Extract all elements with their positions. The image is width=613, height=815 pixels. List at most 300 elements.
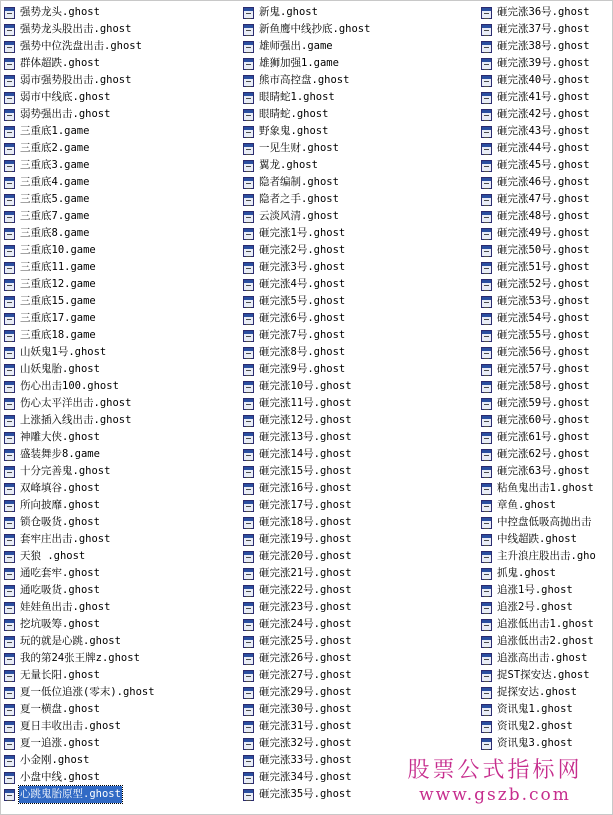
file-icon <box>481 636 492 648</box>
file-icon <box>481 687 492 699</box>
file-item[interactable] <box>481 191 613 208</box>
file-icon <box>243 449 254 461</box>
file-item[interactable] <box>243 55 479 72</box>
file-icon <box>243 415 254 427</box>
file-item[interactable] <box>4 140 240 157</box>
file-item[interactable] <box>4 174 240 191</box>
file-item[interactable] <box>481 293 613 310</box>
file-item[interactable] <box>4 565 240 582</box>
file-name: 翼龙.ghost <box>259 159 318 171</box>
file-item[interactable] <box>243 106 479 123</box>
file-icon <box>243 58 254 70</box>
file-name: 砸完涨15号.ghost <box>259 465 352 477</box>
file-item[interactable] <box>4 599 240 616</box>
file-name: 捉ST探安达.ghost <box>497 669 590 681</box>
file-icon <box>243 109 254 121</box>
file-icon <box>4 330 15 342</box>
file-icon <box>243 789 254 801</box>
file-item[interactable] <box>243 718 479 735</box>
file-icon <box>481 58 492 70</box>
file-item[interactable] <box>4 735 240 752</box>
file-item[interactable] <box>4 89 240 106</box>
file-item[interactable] <box>481 55 613 72</box>
file-icon <box>481 381 492 393</box>
file-item[interactable] <box>481 650 613 667</box>
file-icon <box>4 500 15 512</box>
file-icon <box>4 670 15 682</box>
file-item[interactable] <box>4 480 240 497</box>
file-name: 三重底15.game <box>20 295 96 307</box>
file-name: 野象鬼.ghost <box>259 125 329 137</box>
file-item[interactable] <box>243 140 479 157</box>
file-item[interactable] <box>4 531 240 548</box>
file-icon <box>481 109 492 121</box>
file-item[interactable] <box>481 412 613 429</box>
file-name: 砸完涨11号.ghost <box>259 397 352 409</box>
file-item[interactable] <box>243 684 479 701</box>
file-item[interactable] <box>243 72 479 89</box>
file-name: 我的第24张王牌z.ghost <box>20 652 140 664</box>
file-item[interactable] <box>4 344 240 361</box>
file-item[interactable] <box>481 276 613 293</box>
file-icon <box>243 738 254 750</box>
file-icon <box>4 449 15 461</box>
file-item[interactable] <box>4 616 240 633</box>
file-name: 砸完涨50号.ghost <box>497 244 590 256</box>
file-item[interactable] <box>481 21 613 38</box>
file-item[interactable] <box>243 378 479 395</box>
file-item[interactable] <box>4 548 240 565</box>
file-icon <box>4 143 15 155</box>
file-name: 玩的就是心跳.ghost <box>20 635 121 647</box>
file-item[interactable] <box>4 378 240 395</box>
file-name: 夏一低位追涨(零末).ghost <box>20 686 155 698</box>
file-item[interactable] <box>481 38 613 55</box>
file-item[interactable] <box>4 684 240 701</box>
file-icon <box>243 483 254 495</box>
file-icon <box>481 568 492 580</box>
file-item[interactable] <box>4 446 240 463</box>
file-name: 熊市高控盘.ghost <box>259 74 350 86</box>
file-icon <box>4 551 15 563</box>
file-name: 资讯鬼3.ghost <box>497 737 573 749</box>
file-name: 主升浪庄股出击.gho <box>497 550 596 562</box>
file-icon <box>481 704 492 716</box>
file-item[interactable] <box>481 701 613 718</box>
file-icon <box>481 296 492 308</box>
file-name: 娃娃鱼出击.ghost <box>20 601 111 613</box>
file-item[interactable] <box>4 718 240 735</box>
file-item[interactable] <box>243 735 479 752</box>
file-item[interactable] <box>481 429 613 446</box>
file-item[interactable] <box>4 208 240 225</box>
file-icon <box>243 347 254 359</box>
file-icon <box>4 177 15 189</box>
file-item[interactable] <box>243 667 479 684</box>
file-item[interactable] <box>243 4 479 21</box>
file-item[interactable] <box>243 293 479 310</box>
file-item[interactable] <box>4 55 240 72</box>
file-icon <box>4 721 15 733</box>
file-name: 捉探安达.ghost <box>497 686 577 698</box>
file-item[interactable] <box>243 582 479 599</box>
file-icon <box>243 585 254 597</box>
file-item[interactable] <box>4 463 240 480</box>
file-icon <box>4 279 15 291</box>
file-list-column-2 <box>243 4 479 803</box>
file-item[interactable] <box>4 395 240 412</box>
file-icon <box>4 109 15 121</box>
file-item[interactable] <box>481 327 613 344</box>
file-name: 砸完涨23号.ghost <box>259 601 352 613</box>
file-name: 砸完涨13号.ghost <box>259 431 352 443</box>
file-item[interactable] <box>243 259 479 276</box>
file-item[interactable] <box>243 276 479 293</box>
file-item[interactable] <box>4 412 240 429</box>
file-item[interactable] <box>4 786 240 803</box>
file-name: 三重底12.game <box>20 278 96 290</box>
file-list-column-1 <box>4 4 240 803</box>
file-item[interactable] <box>243 174 479 191</box>
file-name: 砸完涨7号.ghost <box>259 329 346 341</box>
file-icon <box>4 415 15 427</box>
file-name: 砸完涨19号.ghost <box>259 533 352 545</box>
file-item[interactable] <box>481 242 613 259</box>
file-icon <box>243 602 254 614</box>
file-item[interactable] <box>4 633 240 650</box>
file-item[interactable] <box>481 565 613 582</box>
file-icon <box>243 432 254 444</box>
file-item[interactable] <box>481 89 613 106</box>
file-icon <box>4 653 15 665</box>
file-name: 隐者编制.ghost <box>259 176 339 188</box>
file-icon <box>4 75 15 87</box>
file-item[interactable] <box>481 344 613 361</box>
file-item[interactable] <box>4 72 240 89</box>
file-item[interactable] <box>243 310 479 327</box>
file-item[interactable] <box>481 225 613 242</box>
file-icon <box>243 687 254 699</box>
file-name: 伤心太平洋出击.ghost <box>20 397 132 409</box>
file-name: 砸完涨51号.ghost <box>497 261 590 273</box>
file-item[interactable] <box>4 701 240 718</box>
file-icon <box>4 7 15 19</box>
file-icon <box>481 517 492 529</box>
file-item[interactable] <box>243 361 479 378</box>
file-item[interactable] <box>4 327 240 344</box>
file-icon <box>243 568 254 580</box>
file-item[interactable] <box>243 463 479 480</box>
file-name: 砸完涨39号.ghost <box>497 57 590 69</box>
file-icon <box>243 670 254 682</box>
file-icon <box>481 245 492 257</box>
file-item[interactable] <box>4 123 240 140</box>
file-name: 章鱼.ghost <box>497 499 556 511</box>
file-name: 砸完涨25号.ghost <box>259 635 352 647</box>
file-icon <box>243 75 254 87</box>
file-name: 新鬼.ghost <box>259 6 318 18</box>
file-item[interactable] <box>481 548 613 565</box>
file-name: 砸完涨56号.ghost <box>497 346 590 358</box>
file-item[interactable] <box>243 497 479 514</box>
file-icon <box>243 126 254 138</box>
file-name: 云淡风清.ghost <box>259 210 339 222</box>
watermark-title: 股票公式指标网 <box>407 758 583 783</box>
file-icon <box>4 194 15 206</box>
file-name: 砸完涨38号.ghost <box>497 40 590 52</box>
file-icon <box>243 653 254 665</box>
file-item[interactable] <box>481 157 613 174</box>
file-name: 砸完涨55号.ghost <box>497 329 590 341</box>
file-item[interactable] <box>243 225 479 242</box>
file-item[interactable] <box>243 429 479 446</box>
file-name: 砸完涨42号.ghost <box>497 108 590 120</box>
file-item[interactable] <box>243 344 479 361</box>
file-icon <box>243 245 254 257</box>
file-icon <box>481 24 492 36</box>
file-name: 三重底10.game <box>20 244 96 256</box>
file-item[interactable] <box>243 480 479 497</box>
file-item[interactable] <box>4 242 240 259</box>
file-icon <box>4 619 15 631</box>
file-icon <box>4 789 15 801</box>
file-name: 砸完涨17号.ghost <box>259 499 352 511</box>
file-item[interactable] <box>4 429 240 446</box>
file-item[interactable] <box>481 395 613 412</box>
file-name: 砸完涨12号.ghost <box>259 414 352 426</box>
file-name: 砸完涨32号.ghost <box>259 737 352 749</box>
file-item[interactable] <box>481 497 613 514</box>
file-icon <box>481 194 492 206</box>
file-name: 强势龙头.ghost <box>20 6 100 18</box>
file-item[interactable] <box>243 565 479 582</box>
file-item[interactable] <box>4 38 240 55</box>
file-item[interactable] <box>243 633 479 650</box>
file-icon <box>481 143 492 155</box>
file-item[interactable] <box>243 89 479 106</box>
file-name: 抓鬼.ghost <box>497 567 556 579</box>
file-name: 夏一追涨.ghost <box>20 737 100 749</box>
file-icon <box>243 517 254 529</box>
file-name: 夏一横盘.ghost <box>20 703 100 715</box>
file-name: 心跳鬼胎原型.ghost <box>19 786 122 803</box>
file-icon <box>243 262 254 274</box>
file-name: 砸完涨33号.ghost <box>259 754 352 766</box>
file-name: 套牢庄出击.ghost <box>20 533 111 545</box>
file-icon <box>243 466 254 478</box>
file-icon <box>243 364 254 376</box>
file-icon <box>481 670 492 682</box>
file-item[interactable] <box>243 395 479 412</box>
file-name: 砸完涨24号.ghost <box>259 618 352 630</box>
file-name: 砸完涨44号.ghost <box>497 142 590 154</box>
file-item[interactable] <box>481 378 613 395</box>
file-icon <box>243 24 254 36</box>
file-item[interactable] <box>481 446 613 463</box>
file-name: 弱市强势股出击.ghost <box>20 74 132 86</box>
file-item[interactable] <box>481 633 613 650</box>
file-item[interactable] <box>481 72 613 89</box>
file-item[interactable] <box>243 123 479 140</box>
file-item[interactable] <box>243 242 479 259</box>
file-name: 砸完涨20号.ghost <box>259 550 352 562</box>
file-icon <box>481 364 492 376</box>
file-item[interactable] <box>4 361 240 378</box>
file-icon <box>243 721 254 733</box>
file-item[interactable] <box>481 718 613 735</box>
file-item[interactable] <box>4 667 240 684</box>
file-name: 砸完涨46号.ghost <box>497 176 590 188</box>
file-name: 追涨低出击2.ghost <box>497 635 594 647</box>
file-name: 山妖鬼胎.ghost <box>20 363 100 375</box>
file-item[interactable] <box>243 446 479 463</box>
file-name: 砸完涨52号.ghost <box>497 278 590 290</box>
file-item[interactable] <box>481 531 613 548</box>
file-name: 小金刚.ghost <box>20 754 90 766</box>
file-item[interactable] <box>243 38 479 55</box>
file-name: 天狼 .ghost <box>20 550 86 562</box>
file-icon <box>481 551 492 563</box>
file-name: 追涨低出击1.ghost <box>497 618 594 630</box>
file-item[interactable] <box>481 259 613 276</box>
file-item[interactable] <box>4 191 240 208</box>
file-item[interactable] <box>481 480 613 497</box>
file-item[interactable] <box>243 599 479 616</box>
file-name: 小盘中线.ghost <box>20 771 100 783</box>
file-item[interactable] <box>4 497 240 514</box>
file-item[interactable] <box>481 684 613 701</box>
file-item[interactable] <box>243 548 479 565</box>
file-item[interactable] <box>481 208 613 225</box>
file-item[interactable] <box>243 412 479 429</box>
file-icon <box>243 313 254 325</box>
file-icon <box>4 483 15 495</box>
file-icon <box>481 7 492 19</box>
file-name: 三重底3.game <box>20 159 90 171</box>
file-item[interactable] <box>243 514 479 531</box>
file-name: 伤心出击100.ghost <box>20 380 119 392</box>
watermark-url: www.gszb.com <box>419 785 571 805</box>
file-list-column-3 <box>481 4 613 752</box>
file-name: 资讯鬼2.ghost <box>497 720 573 732</box>
file-item[interactable] <box>481 4 613 21</box>
file-icon <box>4 466 15 478</box>
file-item[interactable] <box>4 259 240 276</box>
file-icon <box>243 160 254 172</box>
file-item[interactable] <box>243 327 479 344</box>
file-icon <box>4 398 15 410</box>
file-item[interactable] <box>481 123 613 140</box>
file-icon <box>4 160 15 172</box>
file-icon <box>481 585 492 597</box>
file-item[interactable] <box>481 463 613 480</box>
file-name: 砸完涨49号.ghost <box>497 227 590 239</box>
file-item[interactable] <box>4 106 240 123</box>
file-item[interactable] <box>243 157 479 174</box>
file-item[interactable] <box>4 157 240 174</box>
file-item[interactable] <box>4 769 240 786</box>
file-name: 神雕大侠.ghost <box>20 431 100 443</box>
file-item[interactable] <box>4 582 240 599</box>
file-item[interactable] <box>481 140 613 157</box>
file-item[interactable] <box>481 174 613 191</box>
file-item[interactable] <box>243 208 479 225</box>
file-icon <box>481 177 492 189</box>
file-item[interactable] <box>4 310 240 327</box>
file-name: 三重底1.game <box>20 125 90 137</box>
file-item[interactable] <box>481 310 613 327</box>
file-icon <box>243 211 254 223</box>
file-icon <box>4 262 15 274</box>
file-icon <box>4 704 15 716</box>
file-item[interactable] <box>481 667 613 684</box>
file-name: 砸完涨30号.ghost <box>259 703 352 715</box>
file-name: 砸完涨1号.ghost <box>259 227 346 239</box>
file-name: 砸完涨34号.ghost <box>259 771 352 783</box>
file-icon <box>243 279 254 291</box>
file-name: 砸完涨62号.ghost <box>497 448 590 460</box>
file-name: 三重底4.game <box>20 176 90 188</box>
file-name: 砸完涨43号.ghost <box>497 125 590 137</box>
file-icon <box>481 160 492 172</box>
file-name: 砸完涨45号.ghost <box>497 159 590 171</box>
file-icon <box>243 7 254 19</box>
file-name: 中控盘低吸高抛出击 <box>497 516 592 528</box>
file-icon <box>481 41 492 53</box>
file-item[interactable] <box>243 191 479 208</box>
file-item[interactable] <box>4 752 240 769</box>
file-item[interactable] <box>4 225 240 242</box>
file-item[interactable] <box>243 531 479 548</box>
file-icon <box>4 228 15 240</box>
file-item[interactable] <box>4 293 240 310</box>
file-item[interactable] <box>481 106 613 123</box>
file-item[interactable] <box>243 701 479 718</box>
file-item[interactable] <box>4 4 240 21</box>
file-name: 锁仓吸货.ghost <box>20 516 100 528</box>
file-item[interactable] <box>481 735 613 752</box>
file-name: 砸完涨57号.ghost <box>497 363 590 375</box>
file-name: 三重底8.game <box>20 227 90 239</box>
file-item[interactable] <box>4 21 240 38</box>
file-item[interactable] <box>243 616 479 633</box>
file-item[interactable] <box>243 650 479 667</box>
file-name: 砸完涨2号.ghost <box>259 244 346 256</box>
file-item[interactable] <box>243 21 479 38</box>
file-item[interactable] <box>481 361 613 378</box>
file-name: 十分完善鬼.ghost <box>20 465 111 477</box>
file-name: 无量长阳.ghost <box>20 669 100 681</box>
file-item[interactable] <box>4 276 240 293</box>
file-name: 所向披靡.ghost <box>20 499 100 511</box>
file-icon <box>4 517 15 529</box>
file-name: 砸完涨37号.ghost <box>497 23 590 35</box>
file-name: 山妖鬼1号.ghost <box>20 346 107 358</box>
file-icon <box>4 381 15 393</box>
file-name: 三重底18.game <box>20 329 96 341</box>
file-item[interactable] <box>481 514 613 531</box>
file-item[interactable] <box>481 582 613 599</box>
file-icon <box>481 330 492 342</box>
file-item[interactable] <box>4 514 240 531</box>
file-icon <box>243 194 254 206</box>
file-icon <box>4 24 15 36</box>
file-item[interactable] <box>481 616 613 633</box>
file-item[interactable] <box>481 599 613 616</box>
file-icon <box>4 687 15 699</box>
file-item[interactable] <box>4 650 240 667</box>
file-icon <box>243 772 254 784</box>
